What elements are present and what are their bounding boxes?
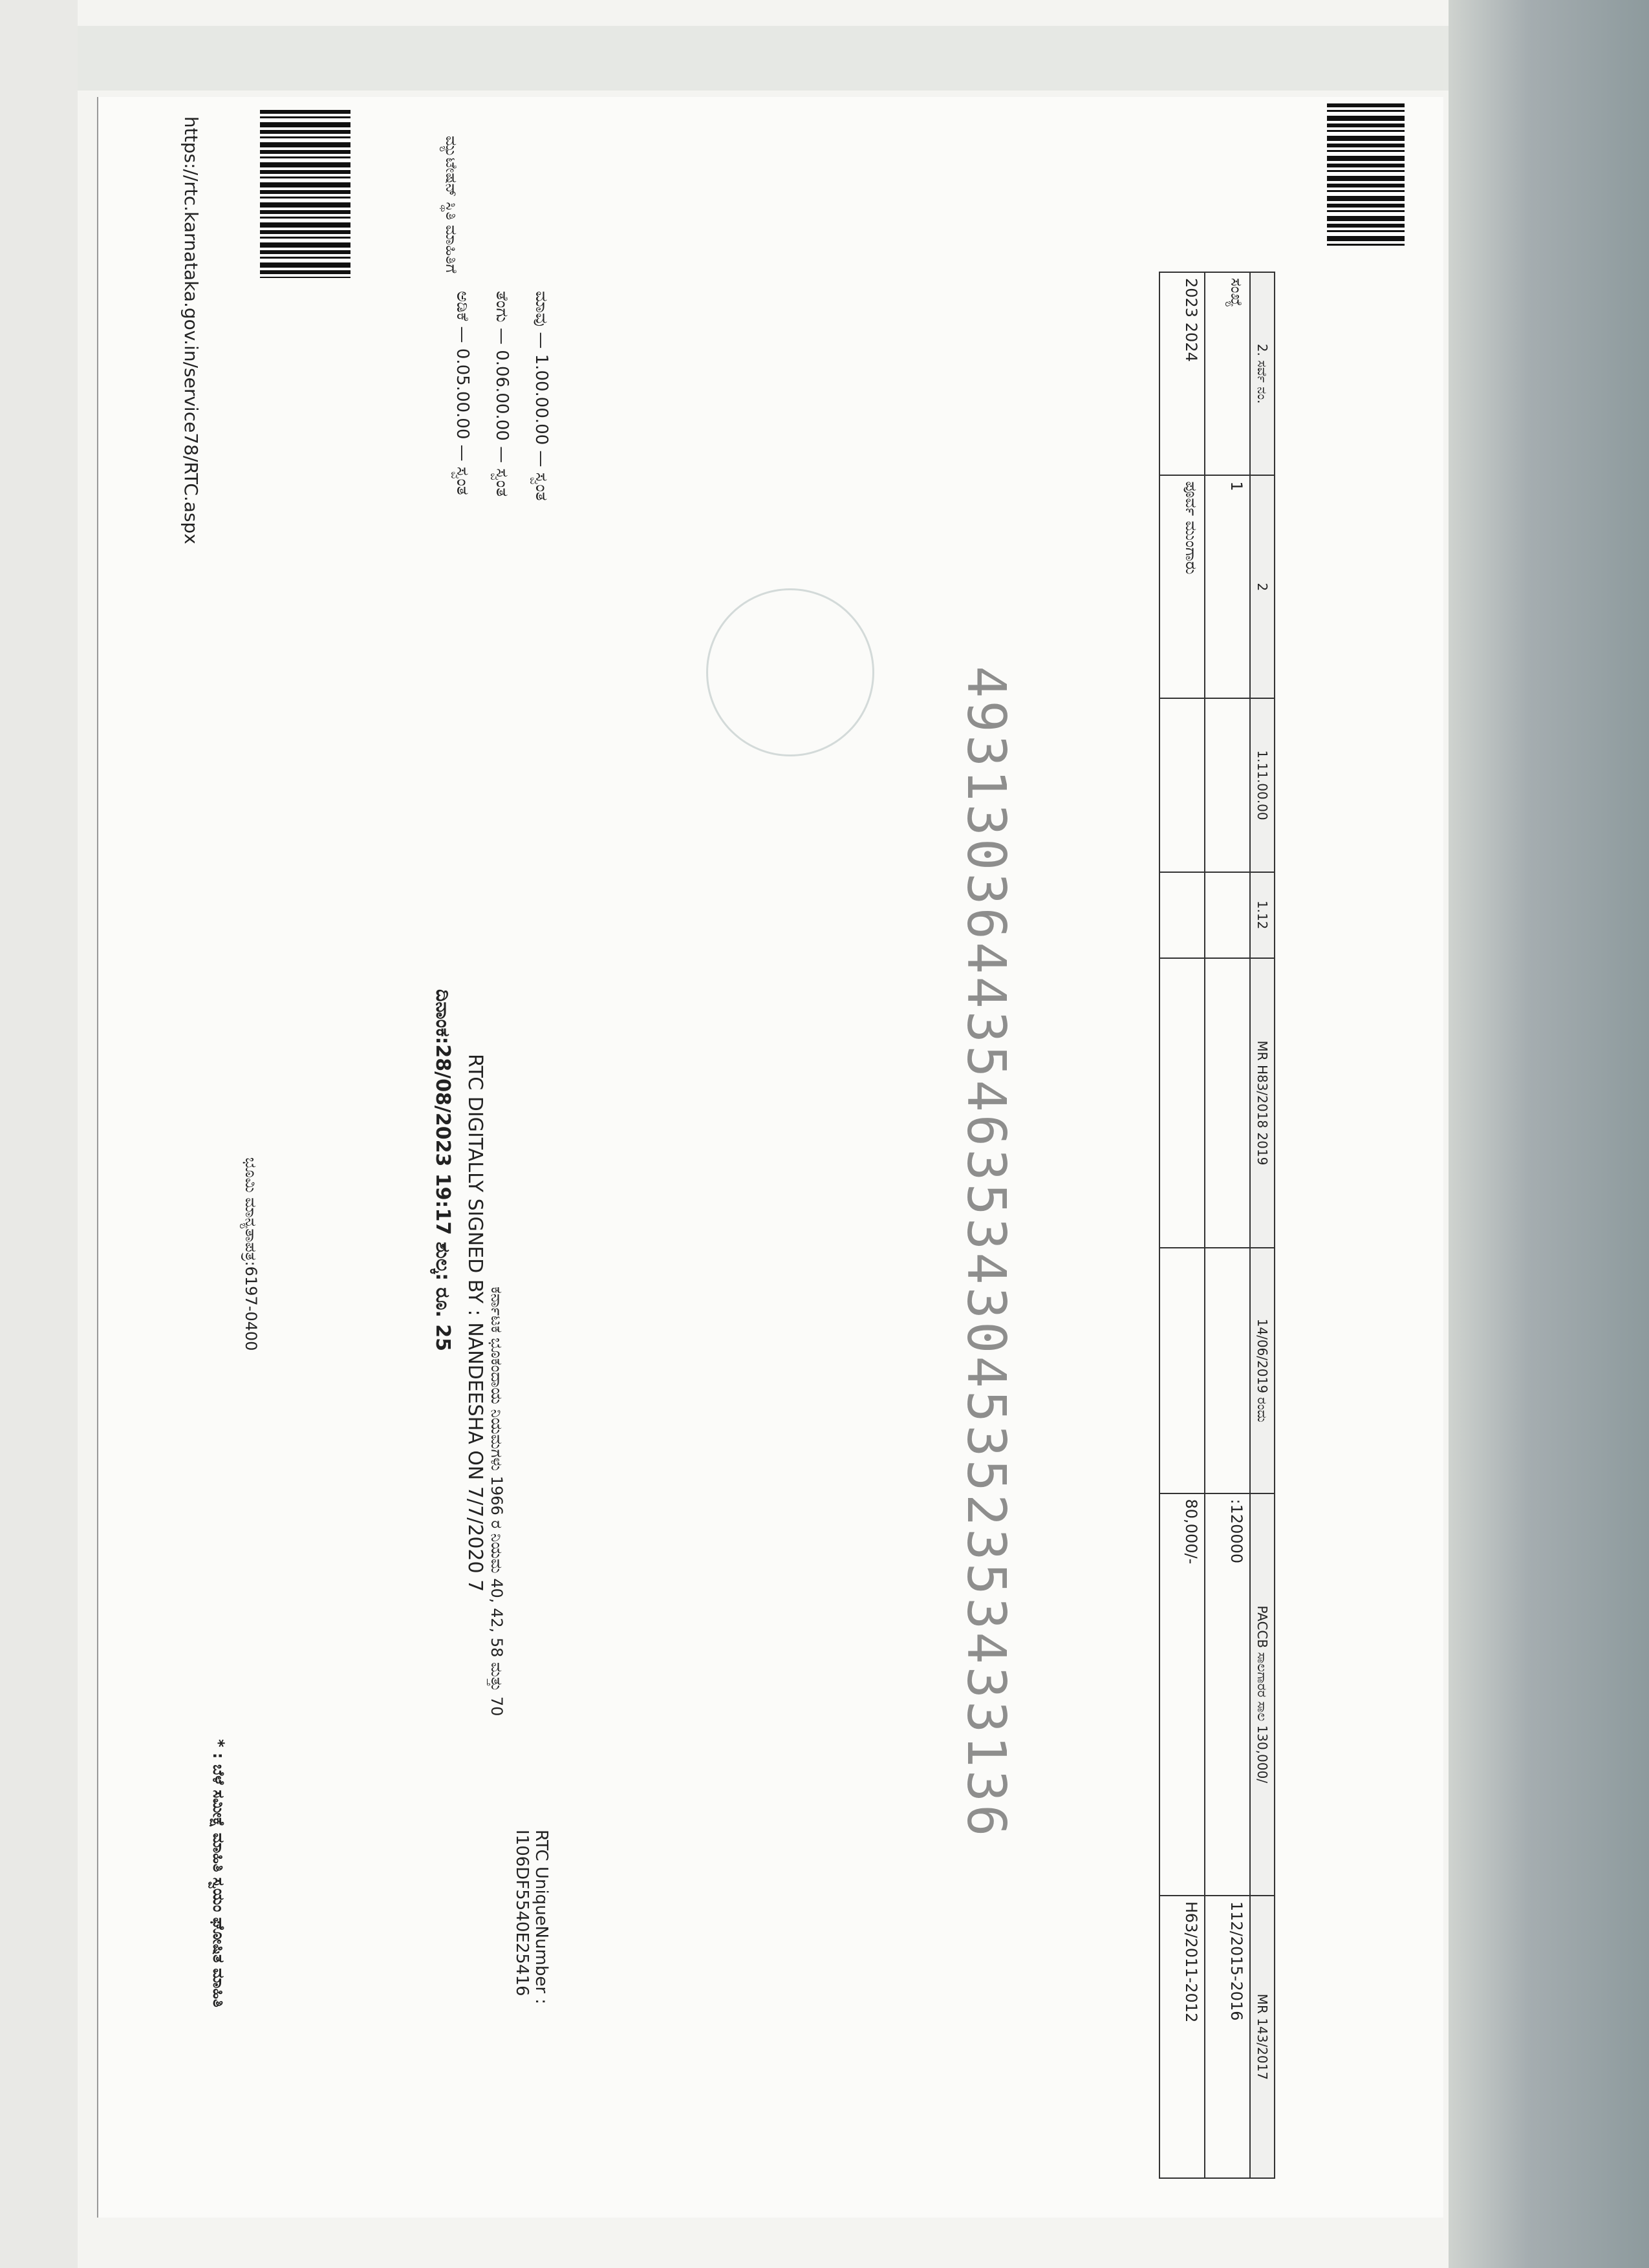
mutation-ref: MR H83/2018 2019 [1250,958,1275,1248]
extent-label: 1.12 [1250,872,1275,958]
signed-line: RTC DIGITALLY SIGNED BY : NANDEESHA ON 7/7/2020 7 [464,1054,486,1592]
rtc-sheet [97,97,1443,2218]
mr-right3: H63/2011-2012 [1159,1896,1205,2178]
hissa: 1 [1205,475,1250,698]
top-band [78,26,1461,91]
season-label: 2023 2024 [1159,272,1205,475]
loan-amount: :120000 [1205,1493,1250,1896]
law-line: ಕರ್ನಾಟಕ ಭೂಕಂದಾಯ ನಿಯಮಗಳು 1966 ರ ನಿಯಮ 40, 42, 58 ಮತ್ತು 70 [488,1287,506,1717]
crop-row: ತೆಂಗು — 0.06.00.00 — ಸ್ವಂತ [492,291,512,497]
paper-edge [0,0,78,2268]
barcode-bottom [260,110,350,278]
side-note: ಮ್ಯುಟೇಷನ್ ಸ್ಥಿತಿ ಮಾಹಿತಿಗೆ [442,136,460,273]
amount-80000: 80,000/- [1159,1493,1205,1896]
barcode-top [1327,103,1405,246]
source-url: https://rtc.karnataka.gov.in/service78/RTC.aspx [180,116,202,544]
crop-row: ಅಡಿಕೆ — 0.05.00.00 — ಸ್ವಂತ [453,291,472,495]
mr-right: MR 143/2017 [1250,1896,1275,2178]
extent-111: 1.11.00.00 [1250,698,1275,872]
mr-right2: 112/2015-2016 [1205,1896,1250,2178]
owner-col: ಸಂಖ್ಯೆ [1205,272,1250,475]
watermark-number: 4931303644354635343045352353433136 [955,666,1017,1839]
loan-text: PACCB ಸಾಲಗಾರರ ಸಾಲ 130,000/ [1250,1493,1275,1896]
survey-label: 2. ಸರ್ವೆ ನಂ. [1250,272,1275,475]
survey-value: 2 [1250,475,1275,698]
footer-note: * : ಬೆಳೆ ಸಮೀಕ್ಷೆ ಮಾಹಿತಿ ಸ್ವಯಂ ಘೋಷಿತ ಮಾಹಿತಿ [210,1739,228,2007]
district-code: ಭೂಮಿ ಮಾನ್ಯತಾಪತ್ರ:6197-0400 [242,1157,260,1351]
scan-shadow [1449,0,1649,2268]
rtc-table [1159,272,1275,2179]
office-seal [706,588,874,756]
date-fee-line: ದಿನಾಂಕ:28/08/2023 19:17 ಶುಲ್ಕ: ರೂ. 25 [431,989,454,1352]
unique-number: RTC UniqueNumber : I106DF5540E25416 [512,1830,551,2005]
season-sub: ಪೂರ್ವ ಮುಂಗಾರು [1159,475,1205,698]
crop-row: ಮಾವು — 1.00.00.00 — ಸ್ವಂತ [532,291,551,501]
rtc-rotated-content [98,97,1443,2218]
mutation-date: 14/06/2019 ರಂದು [1250,1248,1275,1493]
